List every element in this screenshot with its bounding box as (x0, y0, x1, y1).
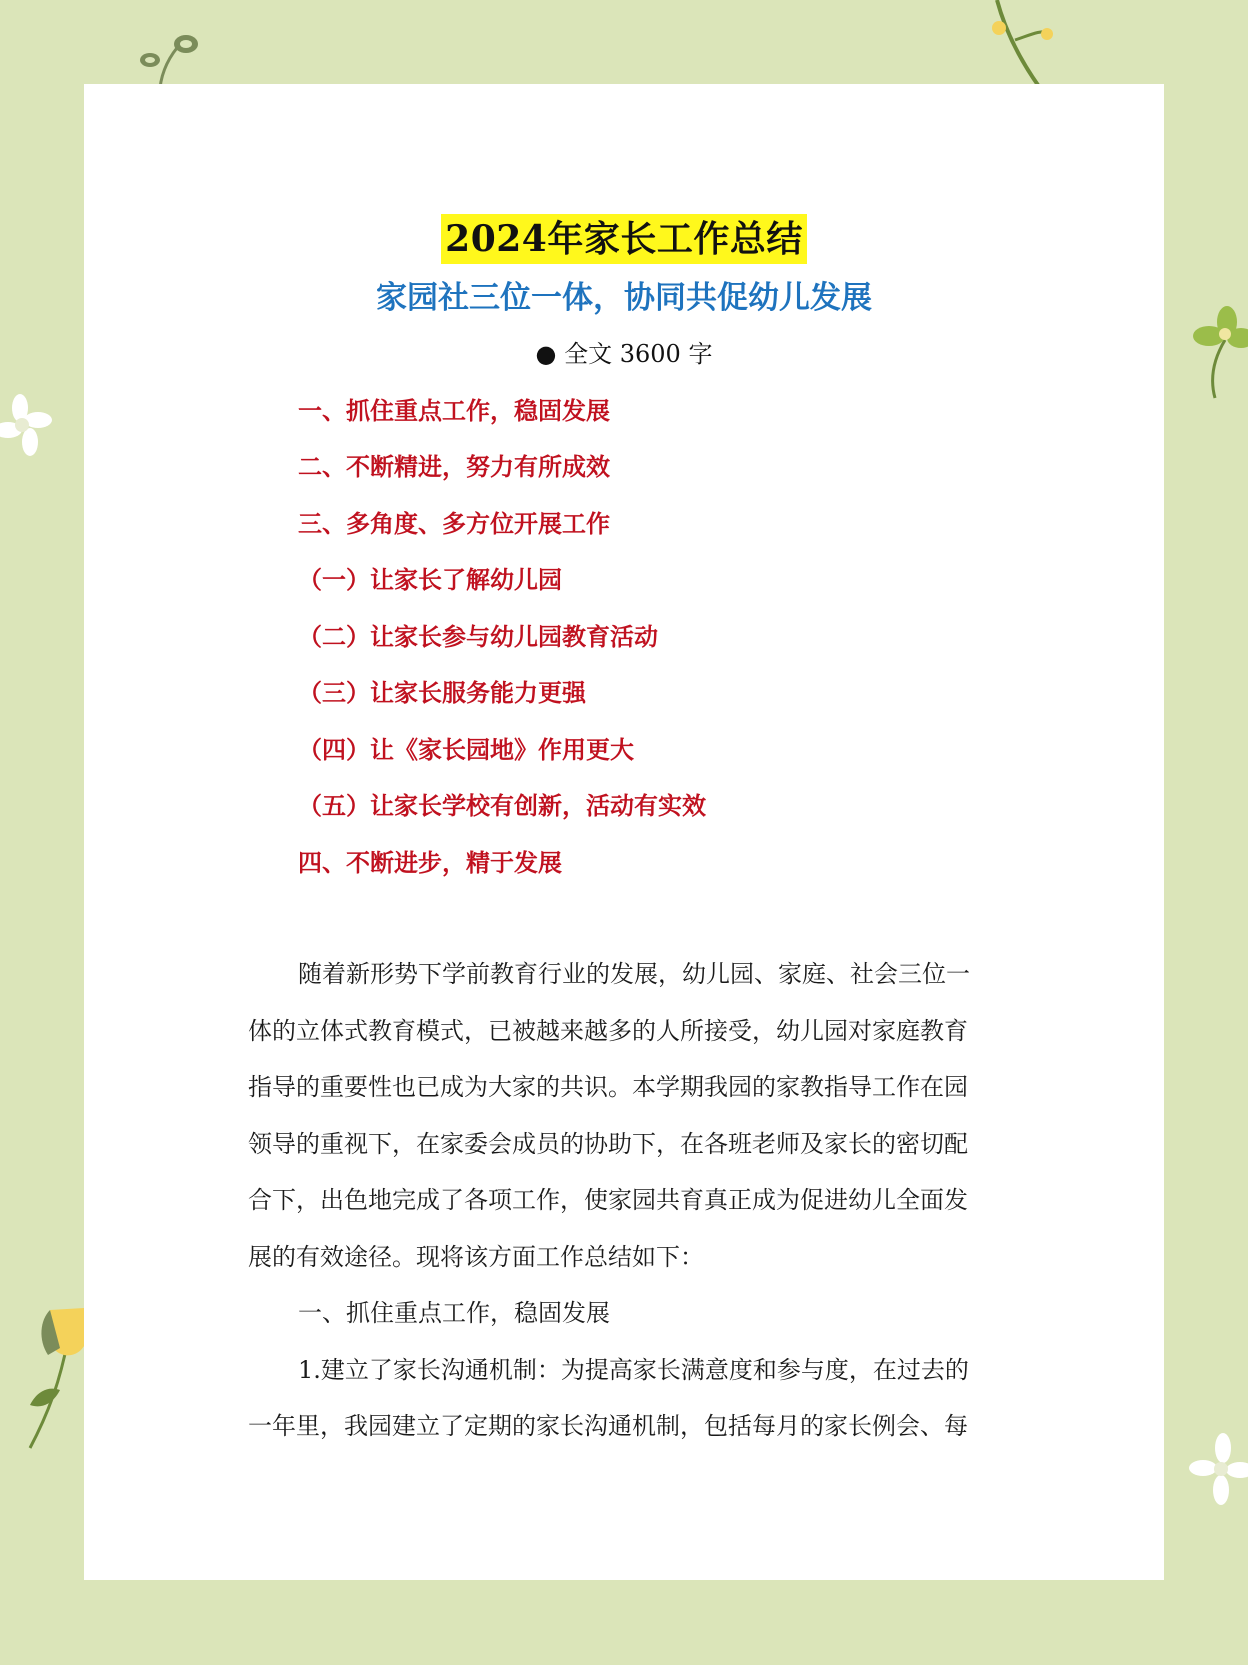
title-container (84, 214, 1164, 264)
word-count: ● 全文 3600 字 (535, 340, 713, 368)
paragraph-line: 展的有效途径。现将该方面工作总结如下： (248, 1243, 704, 1271)
paragraph-line: 合下，出色地完成了各项工作，使家园共育真正成为促进幼儿全面发 (248, 1186, 968, 1214)
toc-item: 二、不断精进，努力有所成效 (298, 452, 610, 481)
document-page (84, 84, 1164, 1580)
section-heading: 一、抓住重点工作，稳固发展 (298, 1299, 610, 1327)
twig-flower-icon (975, 0, 1075, 90)
paragraph-line: 指导的重要性也已成为大家的共识。本学期我园的家教指导工作在园 (248, 1073, 968, 1101)
white-flower-icon (0, 390, 60, 470)
paragraph-line: 随着新形势下学前教育行业的发展，幼儿园、家庭、社会三位一 (298, 960, 970, 988)
toc-item: （三）让家长服务能力更强 (298, 678, 586, 707)
yellow-tulip-icon (20, 1300, 90, 1450)
toc-item: （二）让家长参与幼儿园教育活动 (298, 622, 658, 651)
toc-item: 三、多角度、多方位开展工作 (298, 509, 610, 538)
toc-item: 一、抓住重点工作，稳固发展 (298, 396, 610, 425)
green-flower-icon (1185, 300, 1248, 400)
toc-item: 四、不断进步，精于发展 (298, 848, 562, 877)
white-flower-icon (1185, 1430, 1248, 1520)
leaf-sprig-icon (120, 20, 210, 90)
toc-item: （一）让家长了解幼儿园 (298, 565, 562, 594)
paragraph-line: 1.建立了家长沟通机制：为提高家长满意度和参与度，在过去的 (298, 1356, 969, 1384)
paragraph-line: 一年里，我园建立了定期的家长沟通机制，包括每月的家长例会、每 (248, 1412, 968, 1440)
paragraph-line: 领导的重视下，在家委会成员的协助下，在各班老师及家长的密切配 (248, 1130, 968, 1158)
document-title: 2024年家长工作总结 (441, 214, 807, 264)
paragraph-line: 体的立体式教育模式，已被越来越多的人所接受，幼儿园对家庭教育 (248, 1017, 968, 1045)
toc-item: （四）让《家长园地》作用更大 (298, 735, 634, 764)
toc-item: （五）让家长学校有创新，活动有实效 (298, 791, 706, 820)
document-subtitle: 家园社三位一体，协同共促幼儿发展 (376, 280, 872, 316)
